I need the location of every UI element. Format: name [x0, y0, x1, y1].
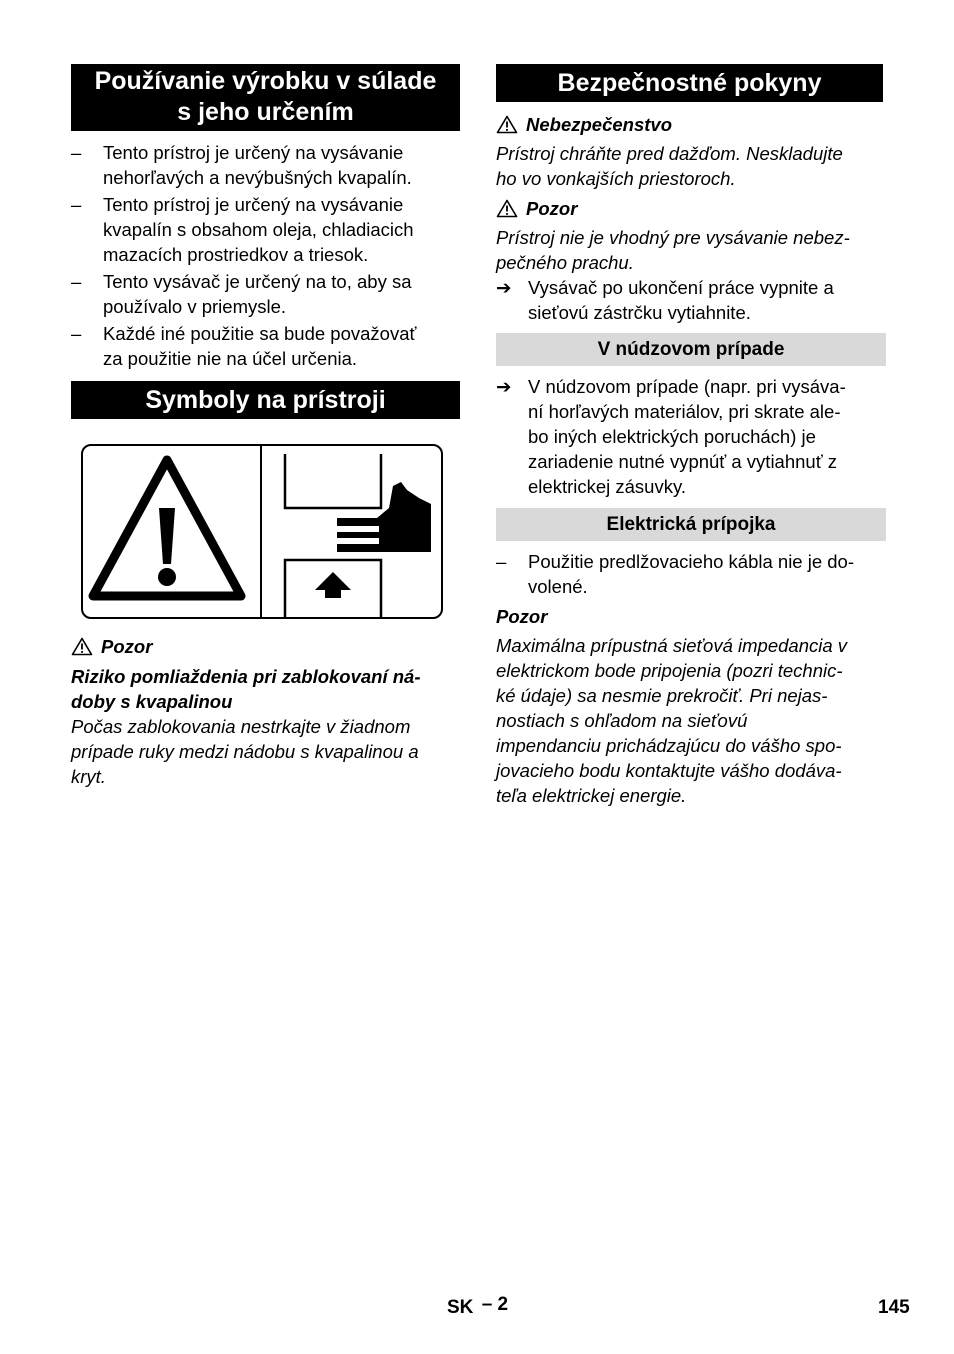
arrow-right-icon: ➔	[496, 376, 512, 397]
warning-triangle-icon	[496, 199, 518, 218]
danger-text-line: Prístroj chráňte pred dažďom. Neskladujte	[496, 143, 843, 164]
proper-use-list	[71, 140, 460, 371]
risk-text-line: kryt.	[71, 766, 106, 787]
list-item-line: volené.	[528, 576, 588, 597]
dash-marker: –	[71, 194, 82, 215]
danger-label: Nebezpečenstvo	[526, 114, 672, 135]
arrow-right-icon: ➔	[496, 277, 512, 298]
list-item-line: Tento prístroj je určený na vysávanie	[103, 142, 404, 163]
risk-text-line: Počas zablokovania nestrkajte v žiadnom	[71, 716, 411, 737]
pozor-label: Pozor	[101, 636, 153, 657]
pozor-text	[496, 225, 886, 275]
step-line: Vysávač po ukončení práce vypnite a	[528, 277, 834, 298]
list-item-line: používalo v priemysle.	[103, 296, 287, 317]
list-item	[496, 549, 886, 599]
list-item-line: Tento prístroj je určený na vysávanie	[103, 194, 404, 215]
footer-lang-code: SK	[447, 1297, 474, 1318]
list-item	[71, 269, 460, 319]
pozor-warning	[496, 196, 886, 221]
risk-title-line: doby s kvapalinou	[71, 691, 233, 712]
heading-emergency: V núdzovom prípade	[496, 333, 886, 366]
emergency-step	[496, 374, 886, 499]
list-item-line: Každé iné použitie sa bude považovať	[103, 323, 417, 344]
pozor2-text-line: elektrickom bode pripojenia (pozri technic-	[496, 660, 843, 681]
list-item-line: mazacích prostriedkov a triesok.	[103, 244, 369, 265]
heading-proper-use-line1: Používanie výrobku v súlade	[94, 67, 437, 95]
risk-title	[71, 664, 460, 714]
electrical-list	[496, 549, 886, 599]
list-item-line: kvapalín s obsahom oleja, chladiacich	[103, 219, 414, 240]
list-item-line: Tento vysávač je určený na to, aby sa	[103, 271, 412, 292]
warning-triangle-icon	[496, 115, 518, 134]
step-line: elektrickej zásuvky.	[528, 476, 686, 497]
right-column	[496, 64, 886, 808]
pozor2-text-line: Maximálna prípustná sieťová impedancia v	[496, 635, 848, 656]
pozor-text-line: pečného prachu.	[496, 252, 634, 273]
step-line: zariadenie nutné vypnúť a vytiahnuť z	[528, 451, 838, 472]
pozor2-text-line: teľa elektrickej energie.	[496, 785, 687, 806]
dash-marker: –	[496, 551, 507, 572]
up-arrow-icon	[315, 572, 351, 598]
device-symbol-illustration	[81, 444, 443, 619]
footer-page-number: 145	[878, 1297, 910, 1318]
step-line: sieťovú zástrčku vytiahnite.	[528, 302, 751, 323]
pozor2-text	[496, 633, 886, 808]
list-item-line: za použitie nie na účel určenia.	[103, 348, 358, 369]
danger-text-line: ho vo vonkajších priestoroch.	[496, 168, 736, 189]
list-item-line: Použitie predlžovacieho kábla nie je do-	[528, 551, 855, 572]
danger-warning	[496, 112, 886, 137]
pozor-warning	[71, 634, 460, 659]
risk-text-line: prípade ruky medzi nádobu s kvapalinou a	[71, 741, 419, 762]
danger-text	[496, 141, 886, 191]
risk-title-line: Riziko pomliaždenia pri zablokovaní ná-	[71, 666, 421, 687]
dash-marker: –	[71, 323, 82, 344]
heading-symbols: Symboly na prístroji	[71, 381, 460, 419]
list-item-line: nehorľavých a nevýbušných kvapalín.	[103, 167, 412, 188]
dash-marker: –	[71, 142, 82, 163]
pozor-label: Pozor	[526, 198, 578, 219]
step-line: V núdzovom prípade (napr. pri vysáva-	[528, 376, 846, 397]
footer-language	[447, 1294, 509, 1319]
pozor2-label: Pozor	[496, 606, 548, 627]
warning-triangle-icon	[71, 637, 93, 656]
risk-text	[71, 714, 460, 789]
heading-proper-use-line2: s jeho určením	[177, 98, 354, 126]
list-item	[71, 140, 460, 190]
heading-proper-use	[71, 64, 460, 131]
list-item	[71, 321, 460, 371]
pozor2-text-line: jovacieho bodu kontaktujte vášho dodáva-	[496, 760, 842, 781]
footer-section: – 2	[481, 1294, 509, 1315]
heading-safety: Bezpečnostné pokyny	[496, 64, 883, 102]
dash-marker: –	[71, 271, 82, 292]
pozor2-text-line: nostiach s ohľadom na sieťovú	[496, 710, 748, 731]
pozor-text-line: Prístroj nie je vhodný pre vysávanie nebez-	[496, 227, 850, 248]
step-after-work	[496, 275, 886, 325]
pozor2-text-line: impendanciu prichádzajúcu do vášho spo-	[496, 735, 842, 756]
left-warning-block	[71, 634, 460, 789]
left-column	[71, 64, 460, 419]
step-line: bo iných elektrických poruchách) je	[528, 426, 816, 447]
list-item	[71, 192, 460, 267]
heading-electrical: Elektrická prípojka	[496, 508, 886, 541]
step-line: ní horľavých materiálov, pri skrate ale-	[528, 401, 841, 422]
pozor2-text-line: ké údaje) sa nesmie prekročiť. Pri nejas-	[496, 685, 828, 706]
hand-crush-warning-icon	[83, 446, 441, 617]
